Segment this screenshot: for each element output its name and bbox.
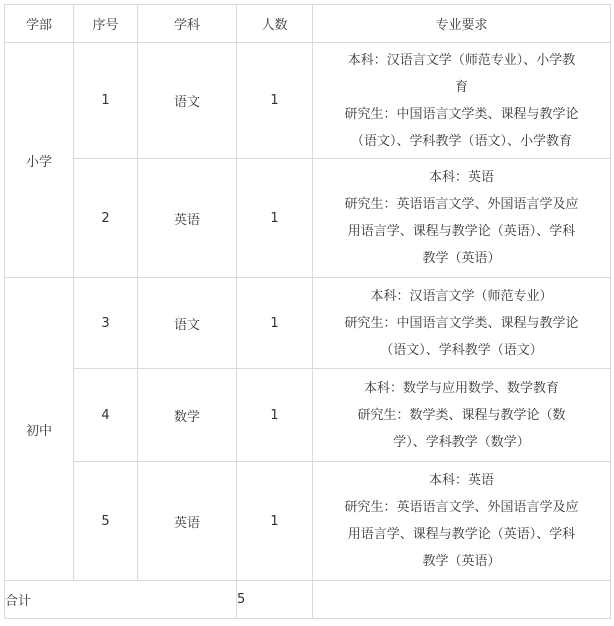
row-subject: 英语 <box>138 159 237 278</box>
table-row <box>5 43 611 159</box>
row-count: 1 <box>237 43 313 159</box>
requirement-line: 研究生：中国语言文学类、课程与教学论 <box>344 315 579 331</box>
row-count: 1 <box>237 462 313 581</box>
requirement-line: 用语言学、课程与教学论（英语）、学科 <box>347 224 576 239</box>
header-row <box>5 5 611 43</box>
requirement-line: 教学（英语） <box>422 554 501 569</box>
row-no: 1 <box>74 43 138 159</box>
dept-cell-junior: 初中 <box>5 278 74 581</box>
requirement-line: 学）、学科教学（数学） <box>393 434 530 450</box>
requirement-line: 研究生：英语语言文学、外国语言学及应 <box>344 197 579 212</box>
header-requirement: 专业要求 <box>313 5 611 43</box>
row-requirement <box>313 369 611 462</box>
requirement-line: 本科：英语 <box>428 473 494 488</box>
row-no: 2 <box>74 159 138 278</box>
table-row <box>5 462 611 581</box>
requirement-line: 教学（英语） <box>422 251 501 266</box>
header-no: 序号 <box>74 5 138 43</box>
row-subject: 数学 <box>138 369 237 462</box>
requirement-line: （语文）、学科教学（语文）、小学教育 <box>350 133 572 149</box>
table-row <box>5 369 611 462</box>
requirement-line: 本科：汉语言文学（师范专业）、小学教 <box>347 52 576 68</box>
requirement-line: 研究生：数学类、课程与教学论（数 <box>357 407 566 423</box>
total-count: 5 <box>237 581 313 619</box>
row-count: 1 <box>237 278 313 369</box>
requirement-line: 本科：数学与应用数学、数学教育 <box>363 380 559 396</box>
requirement-line: 用语言学、课程与教学论（英语）、学科 <box>347 527 576 542</box>
row-no: 3 <box>74 278 138 369</box>
dept-cell-primary: 小学 <box>5 43 74 278</box>
row-no: 4 <box>74 369 138 462</box>
total-label: 合计 <box>5 581 237 619</box>
total-empty-cell <box>313 581 611 619</box>
row-no: 5 <box>74 462 138 581</box>
row-requirement <box>313 462 611 581</box>
header-count: 人数 <box>237 5 313 43</box>
row-subject: 语文 <box>138 43 237 159</box>
table-row <box>5 278 611 369</box>
header-dept: 学部 <box>5 5 74 43</box>
row-requirement <box>313 43 611 159</box>
recruitment-table <box>4 4 611 619</box>
requirement-line: 育 <box>454 79 468 95</box>
row-requirement <box>313 159 611 278</box>
requirement-line: 研究生：英语语言文学、外国语言学及应 <box>344 500 579 515</box>
table-row <box>5 159 611 278</box>
requirement-line: 本科：英语 <box>428 170 494 185</box>
row-count: 1 <box>237 369 313 462</box>
row-subject: 语文 <box>138 278 237 369</box>
requirement-line: 研究生：中国语言文学类、课程与教学论 <box>344 106 579 122</box>
row-requirement <box>313 278 611 369</box>
row-count: 1 <box>237 159 313 278</box>
requirement-line: 本科：汉语言文学（师范专业） <box>370 288 553 304</box>
requirement-line: （语文）、学科教学（语文） <box>380 342 543 358</box>
total-row <box>5 581 611 619</box>
header-subject: 学科 <box>138 5 237 43</box>
row-subject: 英语 <box>138 462 237 581</box>
